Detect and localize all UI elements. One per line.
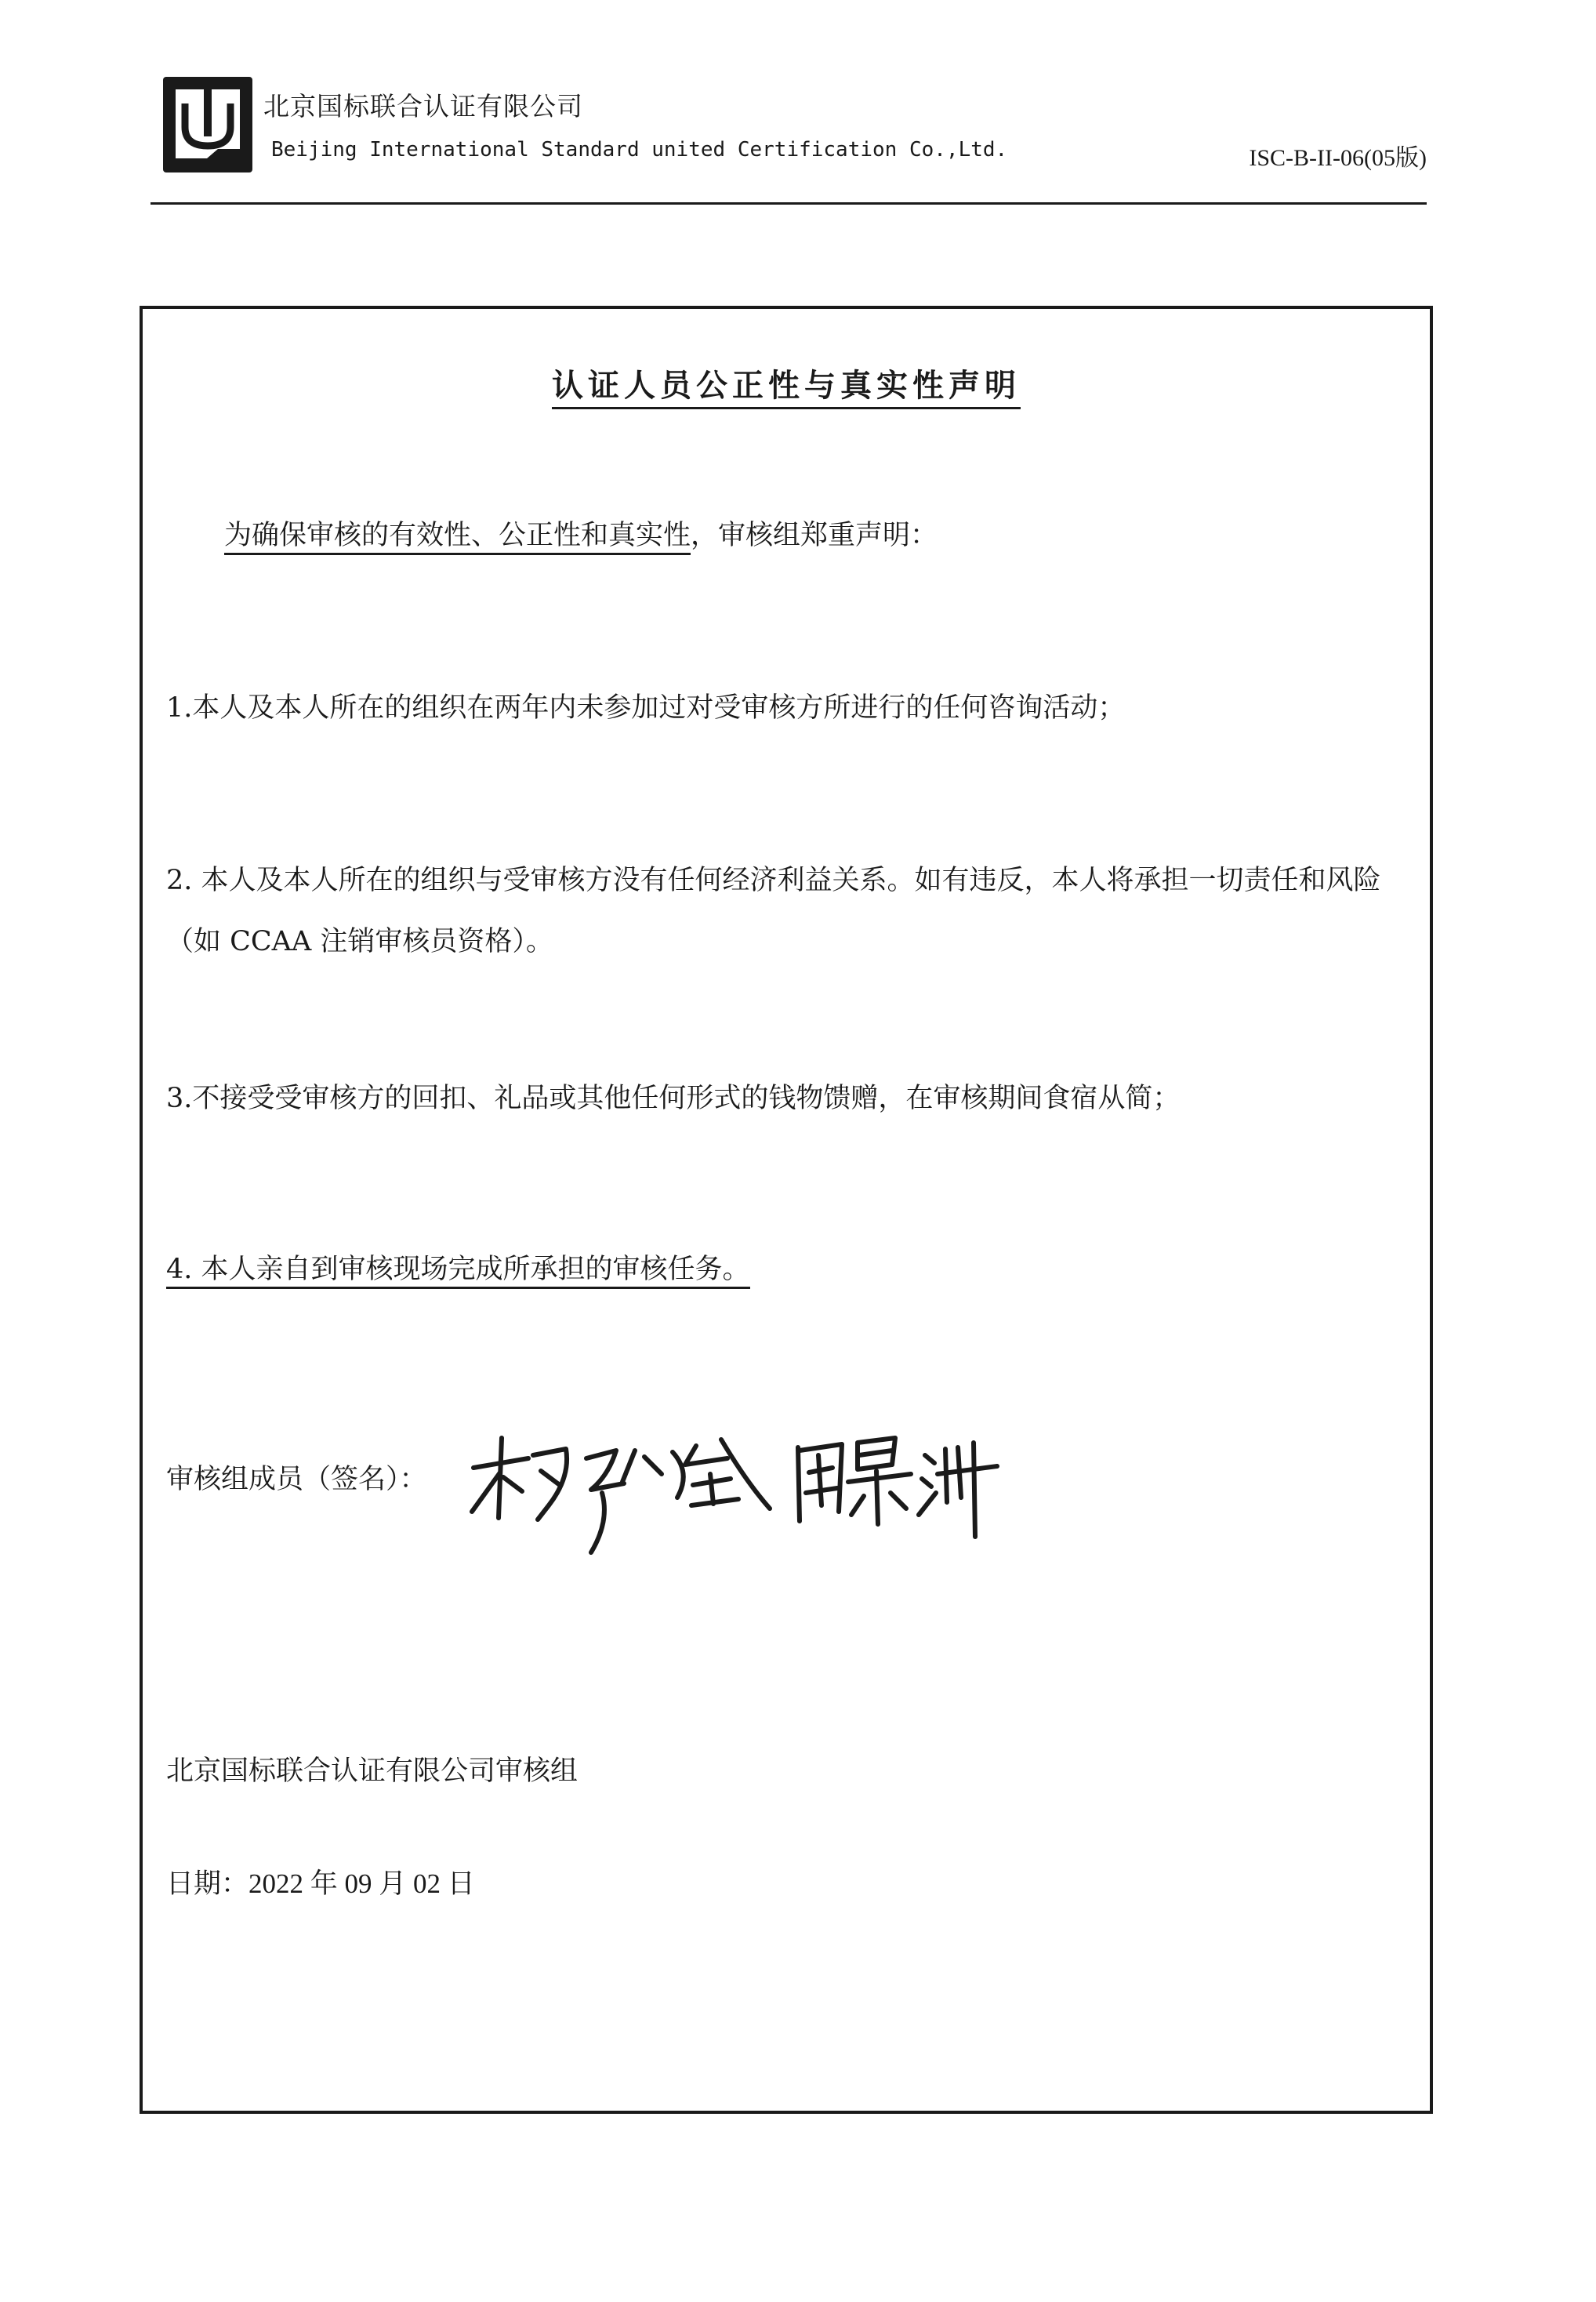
intro-rest-text: ，审核组郑重声明： [691, 520, 938, 551]
document-title [143, 361, 1430, 405]
handwritten-signatures [456, 1427, 1021, 1576]
company-name-en: Beijing International Standard united Certification Co.,Ltd. [271, 138, 1008, 162]
intro-paragraph [224, 505, 1408, 566]
organization-name: 北京国标联合认证有限公司审核组 [166, 1756, 579, 1787]
document-title-text: 认证人员公正性与真实性声明 [552, 368, 1021, 409]
company-name-cn: 北京国标联合认证有限公司 [263, 91, 583, 122]
declaration-item-4-text: 4. 本人亲自到审核现场完成所承担的审核任务。 [166, 1254, 750, 1289]
declaration-item-1: 1.本人及本人所在的组织在两年内未参加过对受审核方所进行的任何咨询活动； [166, 692, 1126, 724]
declaration-frame [140, 306, 1433, 2114]
date-value: 2022 年 09 月 02 日 [248, 1868, 475, 1899]
declaration-item-3: 3.不接受受审核方的回扣、礼品或其他任何形式的钱物馈赠，在审核期间食宿从简； [166, 1083, 1181, 1114]
date-line [166, 1854, 1408, 1915]
declaration-item-4 [166, 1239, 1408, 1300]
letterhead [157, 69, 1427, 202]
signature-label: 审核组成员（签名）： [166, 1464, 427, 1495]
date-label: 日期： [166, 1868, 249, 1900]
intro-underlined-text: 为确保审核的有效性、公正性和真实性 [224, 520, 691, 555]
header-divider [151, 202, 1427, 205]
declaration-item-2: 2. 本人及本人所在的组织与受审核方没有任何经济利益关系。如有违反，本人将承担一切责任和风险（如 CCAA 注销审核员资格）。 [166, 865, 1381, 957]
company-logo-icon [160, 74, 256, 176]
document-code: ISC-B-II-06(05版) [1249, 145, 1427, 171]
